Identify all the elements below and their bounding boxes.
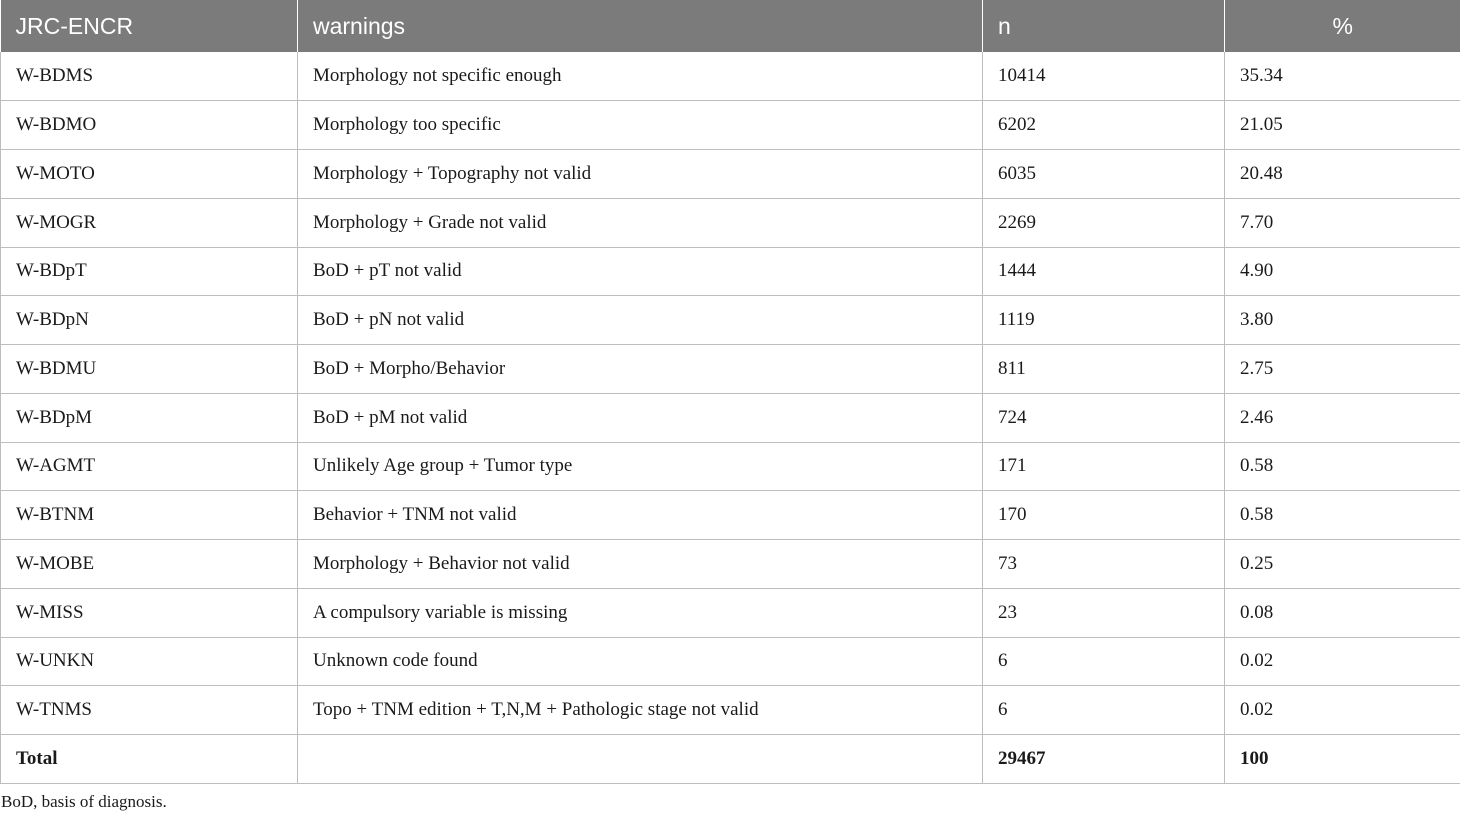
cell-percent: 21.05	[1225, 101, 1460, 150]
cell-n: 171	[983, 442, 1225, 491]
cell-n: 1444	[983, 247, 1225, 296]
cell-warning: Unlikely Age group + Tumor type	[298, 442, 983, 491]
cell-code: W-BTNM	[1, 491, 298, 540]
cell-warning: Morphology + Behavior not valid	[298, 540, 983, 589]
cell-warning: Morphology not specific enough	[298, 52, 983, 101]
table-row	[1, 491, 1460, 540]
table-row	[1, 247, 1460, 296]
cell-n: 6202	[983, 101, 1225, 150]
header-row	[1, 0, 1460, 52]
table-row	[1, 150, 1460, 199]
cell-percent: 20.48	[1225, 150, 1460, 199]
cell-code: W-UNKN	[1, 637, 298, 686]
cell-n: 1119	[983, 296, 1225, 345]
cell-code: W-BDMU	[1, 345, 298, 394]
cell-n: 23	[983, 588, 1225, 637]
cell-code: W-BDMS	[1, 52, 298, 101]
cell-code: W-MISS	[1, 588, 298, 637]
cell-n: 10414	[983, 52, 1225, 101]
cell-n: 6035	[983, 150, 1225, 199]
cell-percent: 0.58	[1225, 491, 1460, 540]
cell-percent: 0.02	[1225, 686, 1460, 735]
cell-warning: BoD + pM not valid	[298, 393, 983, 442]
cell-code: W-BDpN	[1, 296, 298, 345]
table-row	[1, 101, 1460, 150]
header-code: JRC-ENCR	[1, 0, 298, 52]
cell-n: 811	[983, 345, 1225, 394]
cell-percent: 35.34	[1225, 52, 1460, 101]
table-row	[1, 345, 1460, 394]
cell-percent: 3.80	[1225, 296, 1460, 345]
table-row	[1, 393, 1460, 442]
cell-warning: Topo + TNM edition + T,N,M + Pathologic stage not valid	[298, 686, 983, 735]
total-warning	[298, 735, 983, 784]
table-row	[1, 686, 1460, 735]
cell-n: 73	[983, 540, 1225, 589]
cell-percent: 2.75	[1225, 345, 1460, 394]
total-row	[1, 735, 1460, 784]
cell-n: 2269	[983, 198, 1225, 247]
footnote: BoD, basis of diagnosis.	[1, 792, 167, 811]
cell-percent: 0.08	[1225, 588, 1460, 637]
total-n: 29467	[983, 735, 1225, 784]
cell-warning: A compulsory variable is missing	[298, 588, 983, 637]
table-body	[1, 52, 1460, 783]
cell-code: W-TNMS	[1, 686, 298, 735]
table-row	[1, 198, 1460, 247]
cell-warning: BoD + pT not valid	[298, 247, 983, 296]
cell-percent: 0.02	[1225, 637, 1460, 686]
header-warnings: warnings	[298, 0, 983, 52]
header-n: n	[983, 0, 1225, 52]
table-row	[1, 588, 1460, 637]
cell-warning: Behavior + TNM not valid	[298, 491, 983, 540]
cell-percent: 2.46	[1225, 393, 1460, 442]
cell-warning: Morphology + Grade not valid	[298, 198, 983, 247]
cell-n: 6	[983, 637, 1225, 686]
cell-code: W-MOBE	[1, 540, 298, 589]
table-row	[1, 540, 1460, 589]
table-row	[1, 52, 1460, 101]
total-label: Total	[1, 735, 298, 784]
table-row	[1, 637, 1460, 686]
cell-n: 170	[983, 491, 1225, 540]
table-row	[1, 296, 1460, 345]
cell-code: W-BDpM	[1, 393, 298, 442]
cell-percent: 4.90	[1225, 247, 1460, 296]
cell-warning: Morphology too specific	[298, 101, 983, 150]
cell-code: W-BDpT	[1, 247, 298, 296]
header-percent: %	[1225, 0, 1460, 52]
cell-warning: Unknown code found	[298, 637, 983, 686]
cell-n: 724	[983, 393, 1225, 442]
cell-percent: 0.25	[1225, 540, 1460, 589]
total-percent: 100	[1225, 735, 1460, 784]
cell-percent: 7.70	[1225, 198, 1460, 247]
cell-n: 6	[983, 686, 1225, 735]
cell-code: W-MOTO	[1, 150, 298, 199]
table-row	[1, 442, 1460, 491]
cell-code: W-BDMO	[1, 101, 298, 150]
cell-code: W-AGMT	[1, 442, 298, 491]
cell-code: W-MOGR	[1, 198, 298, 247]
cell-warning: Morphology + Topography not valid	[298, 150, 983, 199]
cell-warning: BoD + pN not valid	[298, 296, 983, 345]
cell-warning: BoD + Morpho/Behavior	[298, 345, 983, 394]
cell-percent: 0.58	[1225, 442, 1460, 491]
